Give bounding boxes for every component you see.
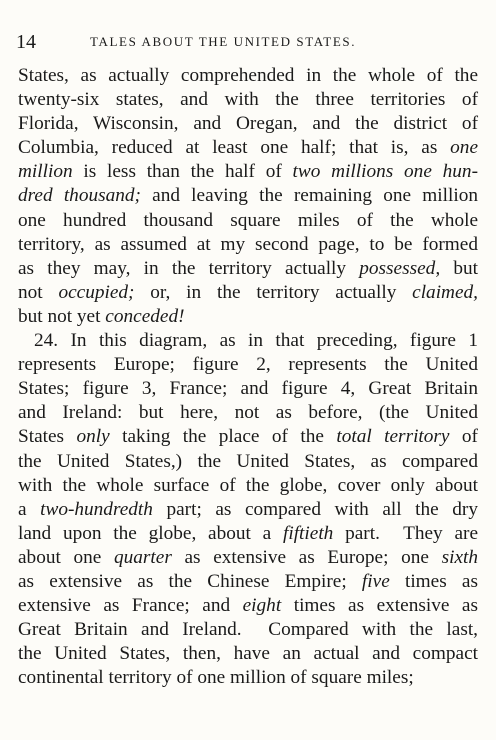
text-segment: not <box>18 281 59 303</box>
text-line <box>18 305 478 329</box>
text-segment: a <box>18 498 41 520</box>
italic-text: possessed, <box>359 257 441 279</box>
text-segment: Florida, Wisconsin, and Oregan, and the district of <box>18 113 478 135</box>
text-line <box>18 257 478 281</box>
italic-text: million <box>18 161 73 183</box>
page-number: 14 <box>16 31 36 53</box>
text-line <box>18 570 478 594</box>
italic-text: occupied; <box>58 281 135 303</box>
italic-text: total territory <box>336 426 450 448</box>
text-line <box>18 88 478 112</box>
italic-text: claimed, <box>412 281 478 303</box>
text-line <box>18 594 478 618</box>
text-segment: is less than the half of <box>72 161 293 183</box>
italic-text: fiftieth <box>282 522 334 544</box>
text-segment: States; figure 3, France; and figure 4, Great Britain <box>18 378 478 400</box>
text-segment: part; as compared with all the dry <box>152 498 478 520</box>
text-segment: 24. In this diagram, as in that preceding, figure 1 <box>34 330 478 352</box>
text-line <box>18 474 478 498</box>
text-segment: and leaving the remaining one million <box>140 185 478 207</box>
text-segment: about one <box>18 546 114 568</box>
text-segment: taking the place of the <box>109 426 337 448</box>
text-line <box>18 450 478 474</box>
text-line <box>18 233 478 257</box>
text-line <box>18 425 478 449</box>
body-text <box>18 64 478 690</box>
text-segment: twenty-six states, and with the three territories of <box>18 89 478 111</box>
italic-text: conceded! <box>105 305 185 327</box>
italic-text: one <box>450 137 478 159</box>
text-line <box>18 522 478 546</box>
text-segment: the United States,) the United States, as compared <box>18 450 478 472</box>
running-title: TALES ABOUT THE UNITED STATES. <box>90 34 357 49</box>
text-segment: as they may, in the territory actually <box>18 257 360 279</box>
text-line <box>18 184 478 208</box>
text-line <box>18 281 478 305</box>
text-segment: of <box>449 426 478 448</box>
text-segment: Columbia, reduced at least one half; that is, as <box>18 137 451 159</box>
text-segment: times as extensive as <box>281 595 478 617</box>
italic-text: five <box>361 570 390 592</box>
text-line <box>18 666 478 690</box>
text-line <box>18 209 478 233</box>
text-line <box>18 642 478 666</box>
italic-text: eight <box>242 595 282 617</box>
text-segment: part. They are <box>333 522 478 544</box>
italic-text: two millions one hun- <box>292 161 478 183</box>
page-header <box>16 30 476 54</box>
text-segment: one hundred thousand square miles of the whole <box>18 209 478 231</box>
text-segment: but not yet <box>18 305 106 327</box>
text-line <box>18 112 478 136</box>
text-segment: Great Britain and Ireland. Compared with the last, <box>18 619 478 641</box>
text-segment: States, as actually comprehended in the whole of the <box>18 65 478 86</box>
text-line <box>18 498 478 522</box>
text-segment: land upon the globe, about a <box>18 522 283 544</box>
text-line <box>18 353 478 377</box>
text-segment: continental territory of one million of square miles; <box>18 667 414 689</box>
text-segment: with the whole surface of the globe, cover only about <box>18 474 478 496</box>
text-segment: and Ireland: but here, not as before, (the United <box>18 402 478 424</box>
italic-text: dred thousand; <box>18 185 141 207</box>
text-segment: times as <box>389 570 478 592</box>
italic-text: sixth <box>441 546 479 568</box>
italic-text: two-hundredth <box>40 498 153 520</box>
italic-text: only <box>76 426 110 448</box>
text-segment: States <box>18 426 77 448</box>
text-line <box>18 618 478 642</box>
text-line <box>18 160 478 184</box>
text-line <box>18 136 478 160</box>
text-line <box>18 401 478 425</box>
text-segment: represents Europe; figure 2, represents the United <box>18 354 478 376</box>
text-line <box>18 546 478 570</box>
text-line <box>18 64 478 88</box>
text-line <box>18 329 478 353</box>
text-segment: but <box>440 257 478 279</box>
italic-text: quarter <box>114 546 172 568</box>
text-segment: as extensive as the Chinese Empire; <box>18 570 362 592</box>
text-segment: territory, as assumed at my second page, to be formed <box>18 233 478 255</box>
text-segment: as extensive as Europe; one <box>171 546 442 568</box>
text-segment: the United States, then, have an actual and compact <box>18 643 478 665</box>
text-line <box>18 377 478 401</box>
text-segment: extensive as France; and <box>18 595 243 617</box>
text-segment: or, in the territory actually <box>134 281 413 303</box>
